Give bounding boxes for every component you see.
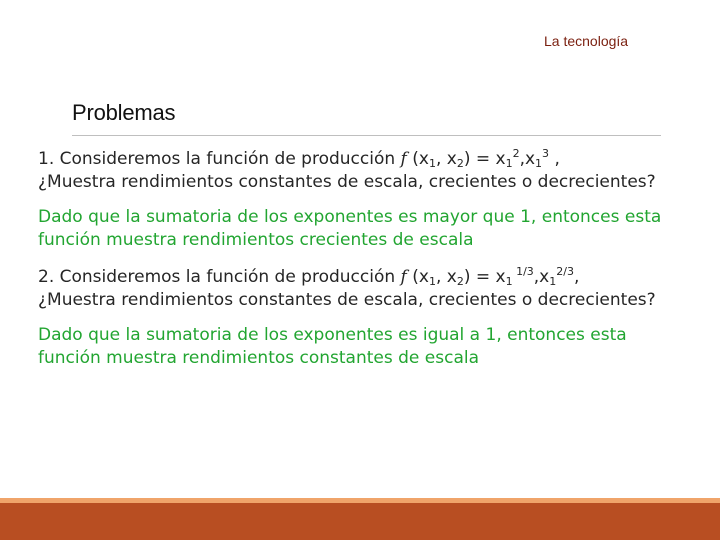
slide-title: Problemas <box>72 100 176 125</box>
problem-1-suffix: , <box>549 149 560 169</box>
answer-2: Dado que la sumatoria de los exponentes es igual a 1, entonces esta función muestra rendimientos constantes de escala <box>38 325 627 368</box>
subscript: 1 <box>428 275 436 288</box>
subscript: 1 <box>428 157 436 170</box>
problem-1-question: ¿Muestra rendimientos constantes de escala, crecientes o decrecientes? <box>38 172 656 192</box>
exponent: 1/3 <box>512 265 534 278</box>
problem-2-term-sep: ,x <box>533 267 550 287</box>
exponent: 2 <box>512 147 520 160</box>
problem-1 <box>38 148 688 194</box>
subscript: 1 <box>549 275 557 288</box>
answer-1: Dado que la sumatoria de los exponentes es mayor que 1, entonces esta función muestra rendimientos crecientes de escala <box>38 207 662 250</box>
slide-content <box>38 148 688 370</box>
header-label: La tecnología <box>544 33 629 49</box>
problem-2-args-mid: , x <box>435 267 457 287</box>
problem-2-question: ¿Muestra rendimientos constantes de escala, crecientes o decrecientes? <box>38 290 656 310</box>
exponent: 3 <box>542 147 550 160</box>
problem-1-term-sep: ,x <box>519 149 536 169</box>
footer-bar <box>0 503 720 540</box>
subscript: 2 <box>456 275 464 288</box>
problem-2-args-close: ) = x <box>463 267 506 287</box>
subscript: 2 <box>456 157 464 170</box>
problem-1-args-mid: , x <box>435 149 457 169</box>
exponent: 2/3 <box>556 265 574 278</box>
problem-2 <box>38 266 688 312</box>
problem-2-prefix: 2. Consideremos la función de producción <box>38 267 401 287</box>
function-symbol: f <box>400 149 407 169</box>
subscript: 1 <box>535 157 543 170</box>
problem-2-args-open: (x <box>406 267 429 287</box>
problem-1-prefix: 1. Consideremos la función de producción <box>38 149 401 169</box>
title-divider <box>72 135 661 136</box>
subscript: 1 <box>505 275 513 288</box>
problem-2-suffix: , <box>573 267 580 287</box>
problem-1-args-close: ) = x <box>463 149 506 169</box>
problem-1-args-open: (x <box>406 149 429 169</box>
function-symbol: f <box>400 267 407 287</box>
subscript: 1 <box>505 157 513 170</box>
